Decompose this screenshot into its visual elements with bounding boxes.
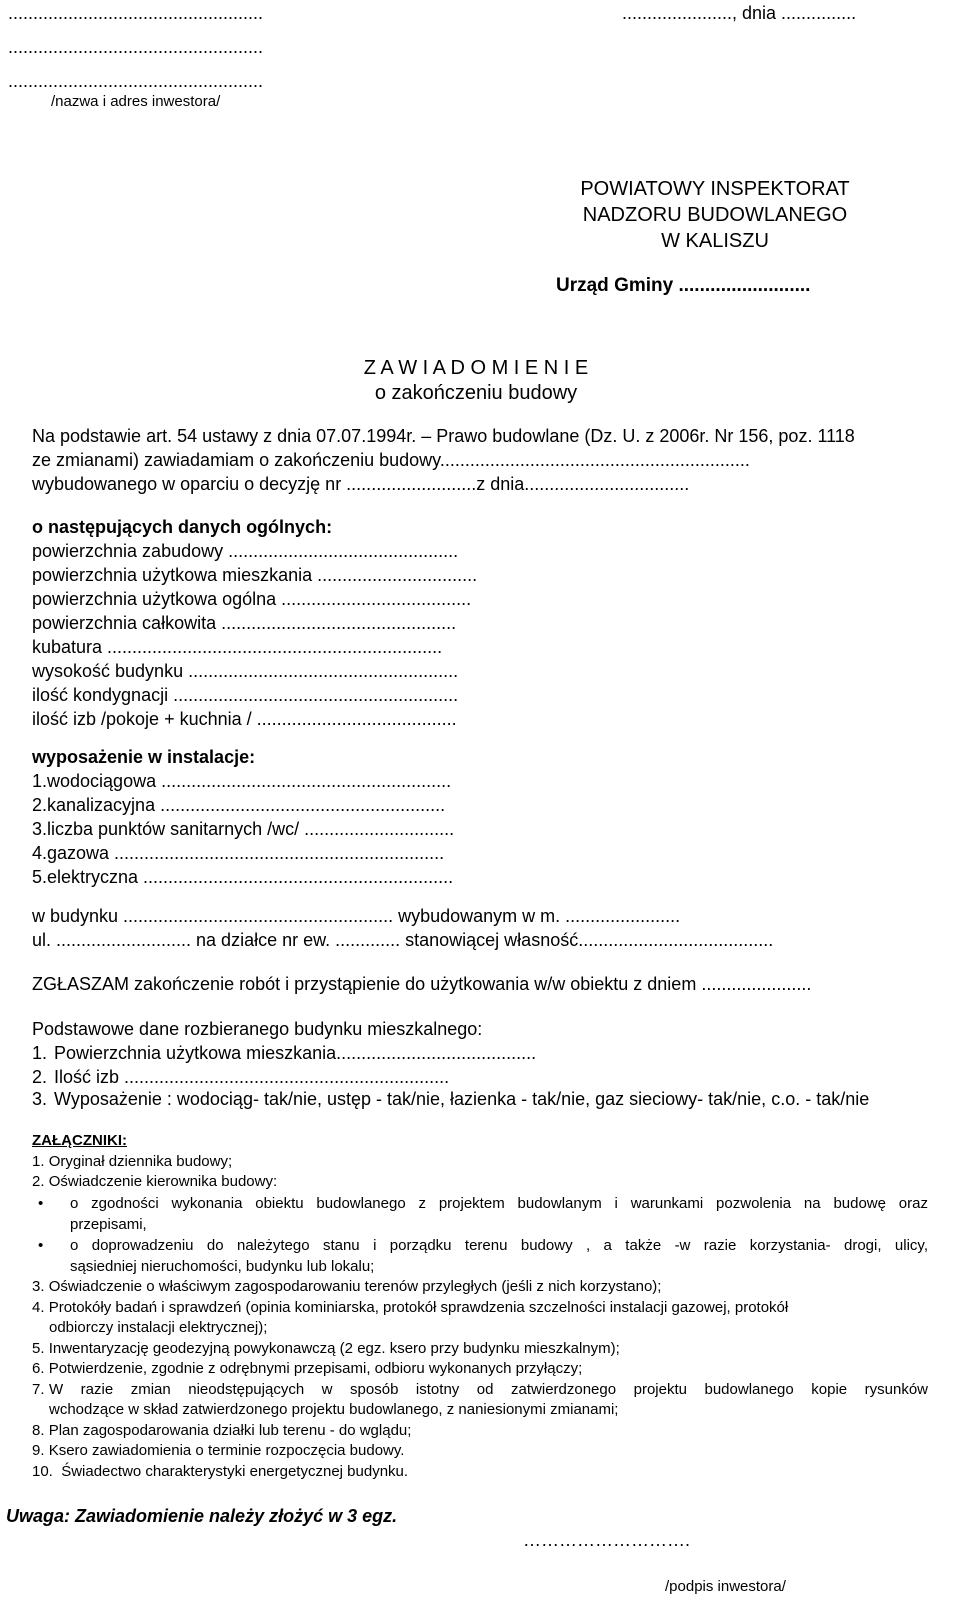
- list-text: Wyposażenie : wodociąg- tak/nie, ustęp - tak/nie, łazienka - tak/nie, gaz sieciowy- tak/nie, c.o. - tak/nie: [54, 1089, 870, 1109]
- general-data-item: powierzchnia zabudowy ..............................................: [32, 541, 459, 561]
- list-number: 9.: [32, 1442, 45, 1459]
- attachment-item: [32, 1462, 408, 1481]
- attachment-item-continued: odbiorczy instalacji elektrycznej);: [49, 1319, 268, 1336]
- list-number: 4.: [32, 1299, 45, 1316]
- list-text: Plan zagospodarowania działki lub terenu - do wglądu;: [48, 1422, 412, 1439]
- attachment-item: [32, 1359, 582, 1378]
- bullet-item-line: [70, 1194, 928, 1213]
- list-text: Oświadczenie o właściwym zagospodarowaniu terenów przyległych (jeśli z nich korzystano);: [48, 1278, 662, 1295]
- list-number: 8.: [32, 1422, 45, 1439]
- location-line-2: ul. ........................... na działce nr ew. ............. stanowiącej własność.......................................: [32, 930, 774, 950]
- signature-label: /podpis inwestora/: [665, 1578, 786, 1595]
- list-number: 1.: [32, 1043, 48, 1063]
- bullet-icon: •: [38, 1195, 44, 1212]
- bullet-text-continued: przepisami,: [70, 1216, 147, 1233]
- attachment-item: [32, 1277, 661, 1296]
- intro-line-3: wybudowanego w oparciu o decyzję nr ..........................z dnia.................................: [32, 474, 690, 494]
- list-number: 6.: [32, 1360, 45, 1377]
- bullet-icon: •: [38, 1237, 44, 1254]
- completion-report-line: ZGŁASZAM zakończenie robót i przystąpienie do użytkowania w/w obiektu z dniem ......................: [32, 974, 812, 994]
- intro-line-1: Na podstawie art. 54 ustawy z dnia 07.07.1994r. – Prawo budowlane (Dz. U. z 2006r. Nr 156, poz. 1118: [32, 426, 855, 446]
- investor-dots-line-1: ...................................................: [8, 3, 264, 23]
- installation-item: 4.gazowa ..................................................................: [32, 843, 445, 863]
- list-number: 3.: [32, 1278, 45, 1295]
- list-text: Inwentaryzację geodezyjną powykonawczą (2 egz. ksero przy budynku mieszkalnym);: [48, 1340, 620, 1357]
- attachment-item: [32, 1339, 620, 1358]
- list-text: Świadectwo charakterystyki energetycznej budynku.: [61, 1463, 409, 1480]
- bullet-text: o doprowadzeniu do należytego stanu i porządku terenu budowy , a także -w razie korzystania- drogi, ulicy,: [70, 1237, 928, 1254]
- general-data-item: ilość izb /pokoje + kuchnia / ........................................: [32, 709, 457, 729]
- demolished-item: [32, 1042, 932, 1064]
- document-subtitle: o zakończeniu budowy: [374, 382, 578, 404]
- attachment-item: [32, 1298, 788, 1317]
- general-data-heading: o następujących danych ogólnych:: [32, 517, 333, 537]
- attachment-item: [32, 1152, 232, 1171]
- submission-note: Uwaga: Zawiadomienie należy złożyć w 3 egz.: [6, 1506, 398, 1526]
- list-text: W razie zmian nieodstępujących w sposób istotny od zatwierdzonego projektu budowlanego kopie rysunków: [49, 1381, 928, 1398]
- general-data-item: powierzchnia całkowita ...............................................: [32, 613, 457, 633]
- recipient-line-3: W KALISZU: [661, 230, 769, 252]
- installation-item: 2.kanalizacyjna .........................................................: [32, 795, 446, 815]
- list-number: 7.: [32, 1381, 45, 1398]
- list-number: 2.: [32, 1067, 48, 1087]
- attachments-heading: ZAŁĄCZNIKI:: [32, 1132, 127, 1149]
- recipient-line-2: NADZORU BUDOWLANEGO: [582, 204, 848, 226]
- location-line-1: w budynku ...................................................... wybudowanym w m. .......................: [32, 906, 681, 926]
- general-data-item: ilość kondygnacji .........................................................: [32, 685, 459, 705]
- bullet-text: o zgodności wykonania obiektu budowlanego z projektem budowlanym i warunkami pozwolenia na budowę oraz: [70, 1195, 928, 1212]
- intro-line-2: ze zmianami) zawiadamiam o zakończeniu budowy..............................................................: [32, 450, 750, 470]
- office-line: Urząd Gminy .........................: [556, 275, 811, 296]
- attachment-item-continued: wchodzące w skład zatwierdzonego projektu budowlanego, z naniesionymi zmianami;: [49, 1401, 619, 1418]
- attachment-item: [32, 1441, 404, 1460]
- general-data-item: powierzchnia użytkowa mieszkania ................................: [32, 565, 478, 585]
- list-number: 3.: [32, 1089, 48, 1109]
- attachment-item: [32, 1421, 411, 1440]
- recipient-line-1: POWIATOWY INSPEKTORAT: [580, 178, 850, 200]
- list-text: Protokóły badań i sprawdzeń (opinia kominiarska, protokół sprawdzenia szczelności instalacji gazowej, protokół: [48, 1299, 789, 1316]
- general-data-item: kubatura ...................................................................: [32, 637, 443, 657]
- date-line: ......................, dnia ...............: [622, 3, 857, 23]
- list-text: Oryginał dziennika budowy;: [48, 1153, 233, 1170]
- investor-dots-line-3: ...................................................: [8, 71, 264, 91]
- attachment-item: [32, 1172, 277, 1191]
- attachment-item: [32, 1380, 928, 1399]
- installation-item: 5.elektryczna ..............................................................: [32, 867, 454, 887]
- demolished-item: [32, 1088, 932, 1110]
- list-number: 10.: [32, 1463, 53, 1480]
- general-data-item: powierzchnia użytkowa ogólna ......................................: [32, 589, 472, 609]
- installations-heading: wyposażenie w instalacje:: [32, 747, 256, 767]
- list-text: Powierzchnia użytkowa mieszkania........................................: [54, 1043, 537, 1063]
- list-number: 2.: [32, 1173, 45, 1190]
- investor-label: /nazwa i adres inwestora/: [51, 93, 221, 110]
- signature-dots: ……………………….: [523, 1530, 691, 1550]
- installation-item: 1.wodociągowa ..........................................................: [32, 771, 452, 791]
- bullet-item-line: [70, 1236, 928, 1255]
- demolished-item: [32, 1066, 932, 1088]
- list-text: Ilość izb .................................................................: [54, 1067, 450, 1087]
- document-title: Z A W I A D O M I E N I E: [363, 357, 589, 379]
- investor-dots-line-2: ...................................................: [8, 37, 264, 57]
- list-text: Ksero zawiadomienia o terminie rozpoczęcia budowy.: [48, 1442, 405, 1459]
- bullet-text-continued: sąsiedniej nieruchomości, budynku lub lokalu;: [70, 1258, 375, 1275]
- demolished-heading: Podstawowe dane rozbieranego budynku mieszkalnego:: [32, 1019, 483, 1039]
- list-number: 5.: [32, 1340, 45, 1357]
- list-number: 1.: [32, 1153, 45, 1170]
- list-text: Potwierdzenie, zgodnie z odrębnymi przepisami, odbioru wykonanych przyłączy;: [48, 1360, 583, 1377]
- general-data-item: wysokość budynku ......................................................: [32, 661, 459, 681]
- list-text: Oświadczenie kierownika budowy:: [48, 1173, 278, 1190]
- installation-item: 3.liczba punktów sanitarnych /wc/ ..............................: [32, 819, 455, 839]
